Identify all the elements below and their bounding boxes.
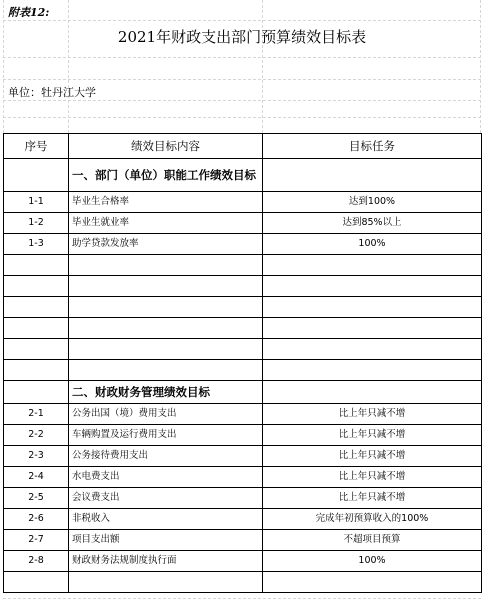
row-target: 达到85%以上 — [263, 213, 482, 234]
table-row — [4, 509, 482, 530]
section-row — [4, 381, 482, 404]
table-row — [4, 488, 482, 509]
gridline — [3, 57, 481, 58]
page-title: 2021年财政支出部门预算绩效目标表 — [117, 28, 367, 46]
row-no: 2-1 — [4, 404, 69, 425]
table-row — [4, 192, 482, 213]
row-name: 水电费支出 — [69, 467, 263, 488]
performance-target-table — [3, 133, 482, 593]
row-target: 比上年只减不增 — [263, 404, 482, 425]
gridline — [3, 100, 481, 101]
empty-row — [4, 297, 482, 318]
row-name: 公务接待费用支出 — [69, 446, 263, 467]
header-content: 绩效目标内容 — [69, 134, 263, 159]
gridline — [3, 117, 481, 118]
table-row — [4, 404, 482, 425]
gridline — [3, 79, 481, 80]
row-no: 1-1 — [4, 192, 69, 213]
table-header-row — [4, 134, 482, 159]
unit-line: 单位：牡丹江大学 — [8, 86, 96, 99]
row-name: 非税收入 — [69, 509, 263, 530]
table-row — [4, 234, 482, 255]
row-no: 2-2 — [4, 425, 69, 446]
header-target: 目标任务 — [263, 134, 482, 159]
empty-row — [4, 360, 482, 381]
table-row — [4, 467, 482, 488]
row-no: 1-3 — [4, 234, 69, 255]
row-no: 2-3 — [4, 446, 69, 467]
empty-row — [4, 339, 482, 360]
row-name: 项目支出额 — [69, 530, 263, 551]
row-target: 完成年初预算收入的100% — [263, 509, 482, 530]
row-no: 2-7 — [4, 530, 69, 551]
row-target: 达到100% — [263, 192, 482, 213]
row-name: 公务出国（境）费用支出 — [69, 404, 263, 425]
row-target: 比上年只减不增 — [263, 425, 482, 446]
header-no: 序号 — [4, 134, 69, 159]
row-name: 毕业生合格率 — [69, 192, 263, 213]
empty-row — [4, 255, 482, 276]
empty-row — [4, 276, 482, 297]
row-name: 车辆购置及运行费用支出 — [69, 425, 263, 446]
table-row — [4, 446, 482, 467]
section-title: 一、部门（单位）职能工作绩效目标 — [69, 159, 263, 192]
row-name: 财政财务法规制度执行面 — [69, 551, 263, 572]
table-row — [4, 425, 482, 446]
table-row — [4, 551, 482, 572]
section-title: 二、财政财务管理绩效目标 — [69, 381, 263, 404]
gridline — [3, 20, 481, 21]
row-name: 毕业生就业率 — [69, 213, 263, 234]
empty-row — [4, 318, 482, 339]
gridline — [3, 598, 481, 599]
row-target: 不超项目预算 — [263, 530, 482, 551]
row-target: 比上年只减不增 — [263, 488, 482, 509]
row-no: 2-8 — [4, 551, 69, 572]
row-no: 2-5 — [4, 488, 69, 509]
table-row — [4, 530, 482, 551]
row-no: 1-2 — [4, 213, 69, 234]
row-name: 助学贷款发放率 — [69, 234, 263, 255]
empty-row — [4, 572, 482, 593]
row-name: 会议费支出 — [69, 488, 263, 509]
table-row — [4, 213, 482, 234]
row-no: 2-6 — [4, 509, 69, 530]
section-row — [4, 159, 482, 192]
row-target: 比上年只减不增 — [263, 446, 482, 467]
row-target: 100% — [263, 551, 482, 572]
row-no: 2-4 — [4, 467, 69, 488]
row-target: 100% — [263, 234, 482, 255]
row-target: 比上年只减不增 — [263, 467, 482, 488]
attachment-label: 附表12: — [8, 6, 50, 19]
